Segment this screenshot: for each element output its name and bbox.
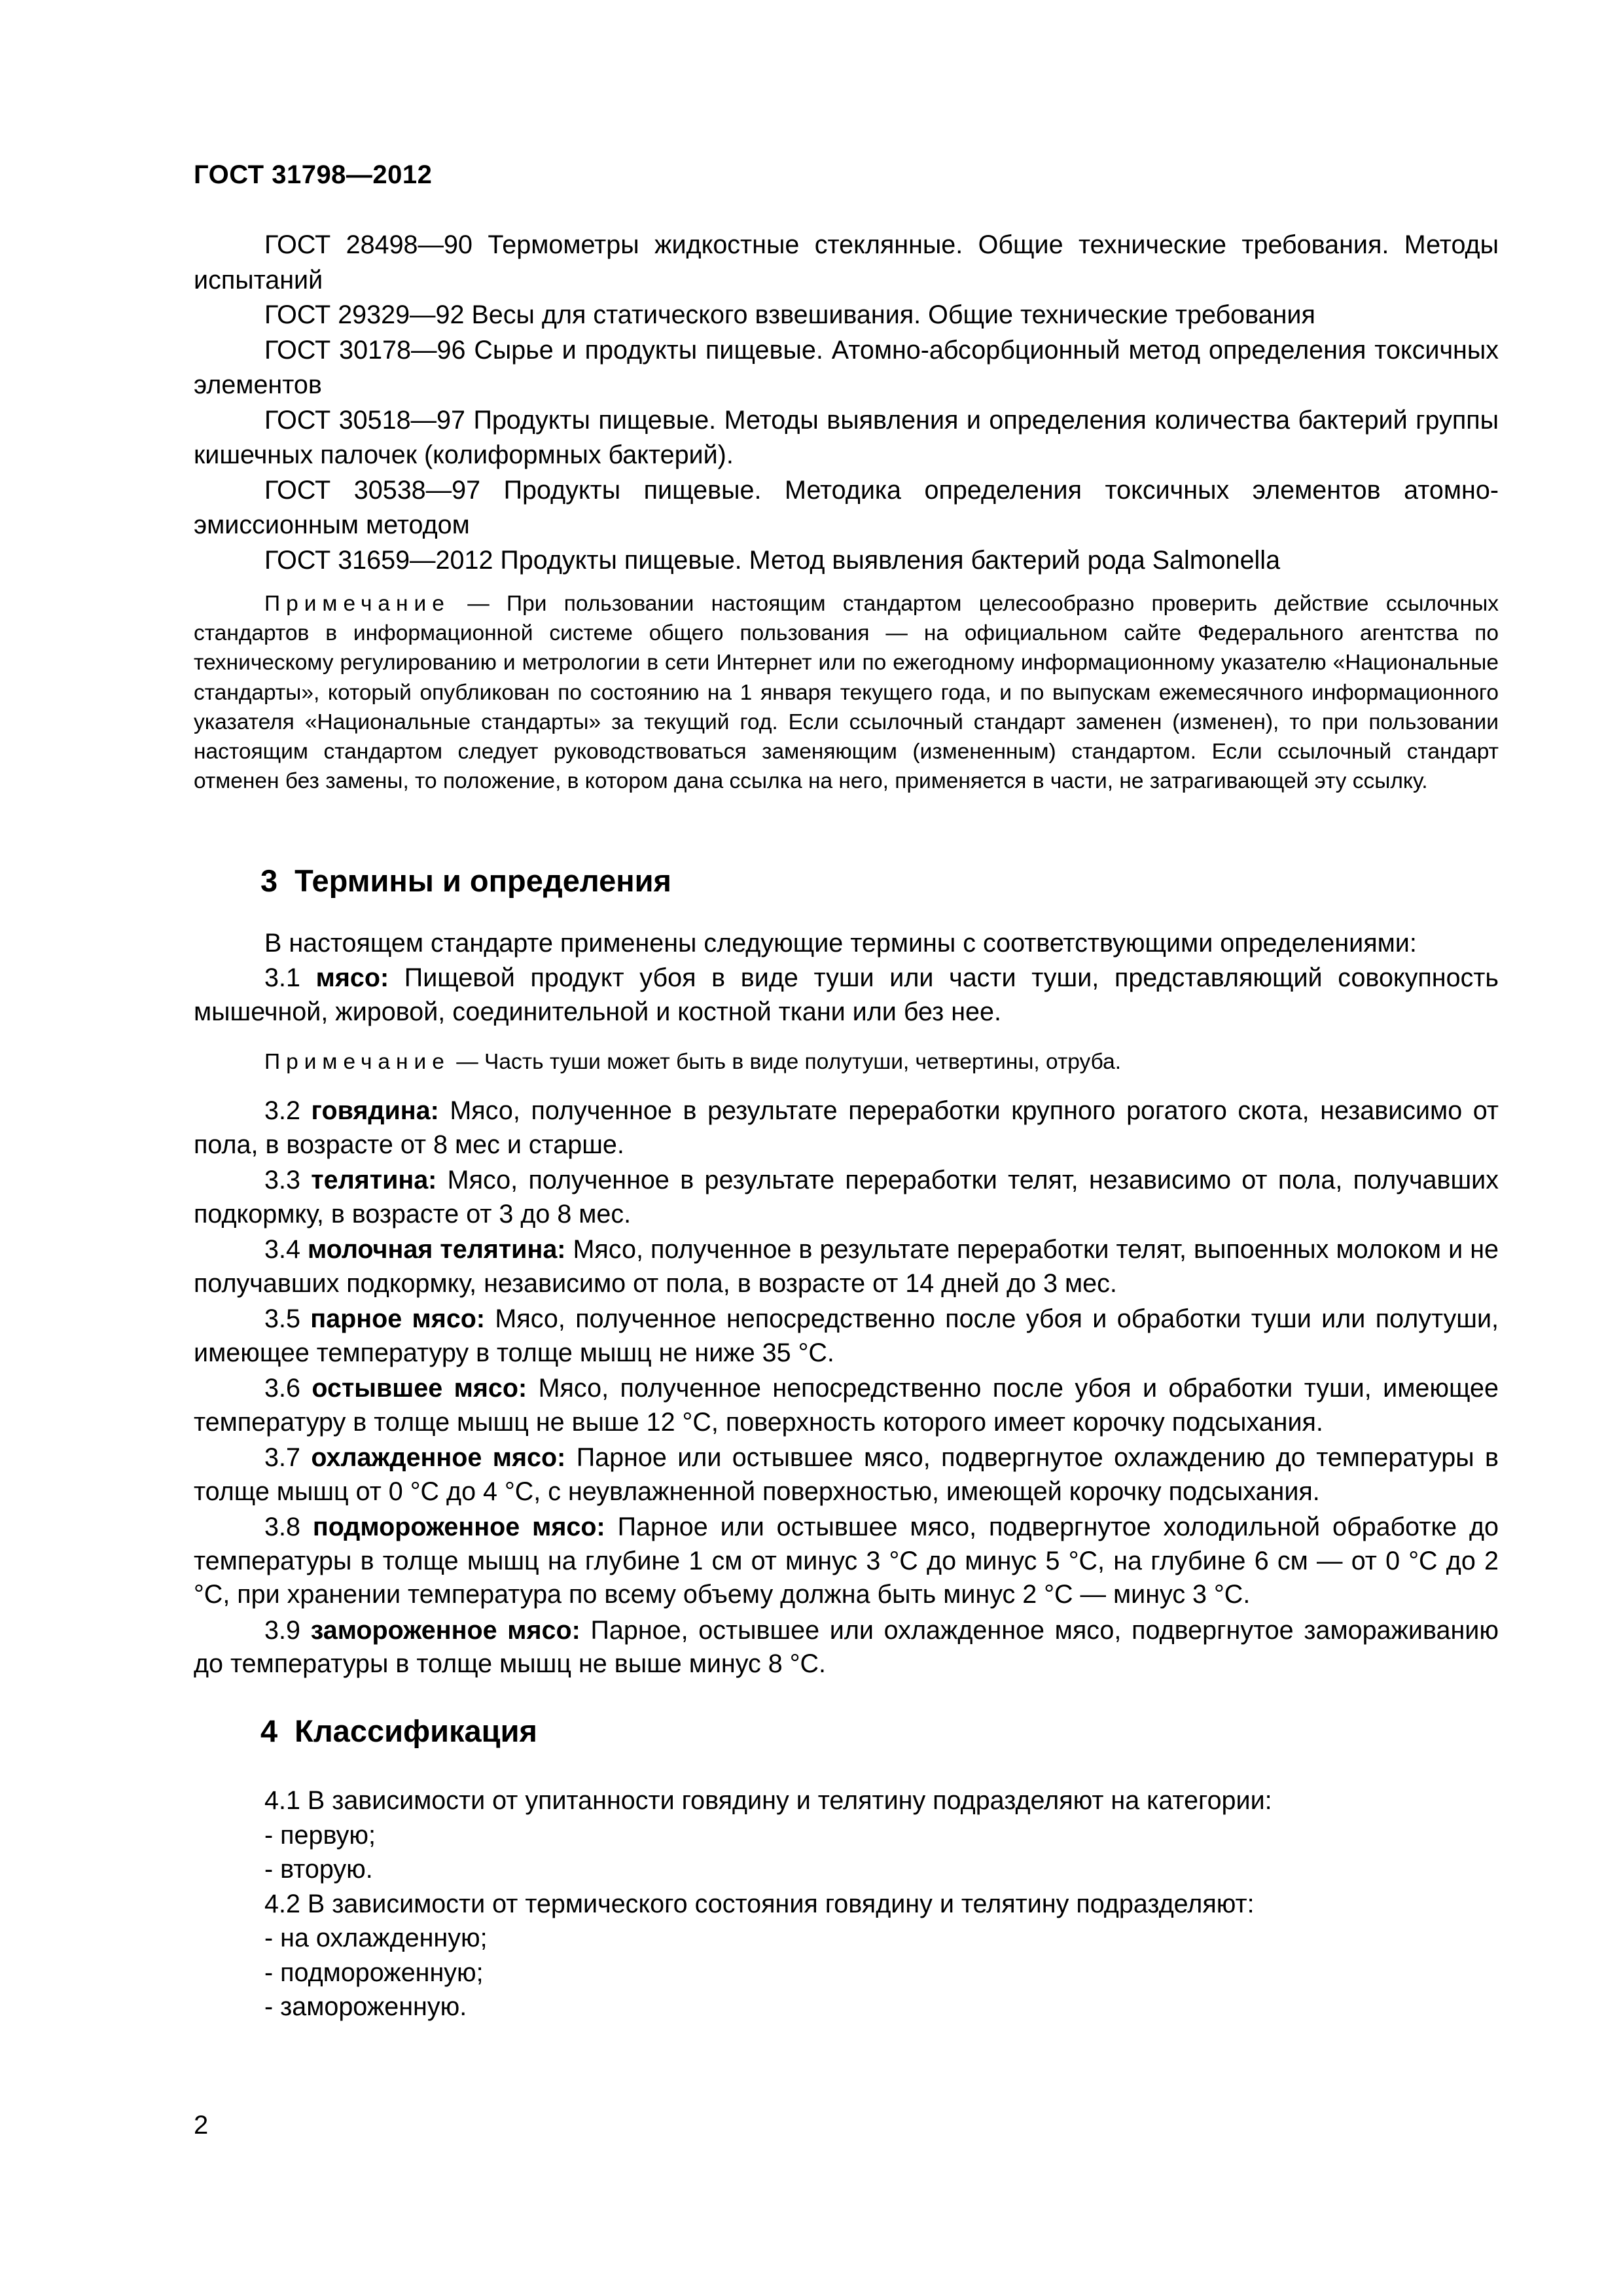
section-number: 4	[260, 1713, 278, 1748]
reference-item: ГОСТ 30178—96 Сырье и продукты пищевые. Атомно-абсорбционный метод определения токсичных элементов	[194, 335, 1499, 399]
section-title: Классификация	[294, 1713, 537, 1748]
term-name: молочная телятина:	[307, 1235, 566, 1264]
term-number: 3.6	[264, 1374, 312, 1403]
references-note	[194, 589, 1499, 796]
note-paragraph	[194, 589, 1499, 796]
reference-item: ГОСТ 29329—92 Весы для статического взвешивания. Общие технические требования	[264, 300, 1315, 329]
term-name: мясо:	[315, 963, 389, 992]
section-title: Термины и определения	[294, 863, 671, 898]
term-number: 3.2	[264, 1096, 312, 1125]
term-paragraph	[194, 1511, 1499, 1612]
section-3-terms	[194, 1094, 1499, 1683]
term-definition: Мясо, полученное в результате переработки телят, независимо от пола, получавших подкормку, в возрасте от 3 до 8 мес.	[194, 1166, 1499, 1229]
term-definition: Пищевой продукт убоя в виде туши или части туши, представляющий совокупность мышечной, жировой, соединительной и костной ткани или без нее.	[194, 963, 1499, 1026]
note-label: Примечание	[264, 1050, 450, 1074]
clause-paragraph: 4.1 В зависимости от упитанности говядину и телятину подразделяют на категории:	[264, 1786, 1272, 1815]
term-definition: Парное или остывшее мясо, подвергнутое холодильной обработке до температуры в толще мышц на глубине 1 см от минус 3 °С до минус 5 °С, на глубине 6 см — от 0 °С до 2 °С, при хранении температура по всему объему должна быть минус 2 °С — минус 3 °С.	[194, 1513, 1499, 1609]
section-number: 3	[260, 863, 278, 898]
page-number: 2	[194, 2111, 209, 2140]
list-item: - первую;	[264, 1820, 376, 1850]
list-item: - подмороженную;	[264, 1958, 484, 1987]
section-4-heading	[260, 1713, 537, 1749]
term-number: 3.3	[264, 1166, 312, 1194]
term-name: подмороженное мясо:	[312, 1513, 605, 1541]
term-number: 3.8	[264, 1513, 313, 1541]
term-name: парное мясо:	[310, 1304, 486, 1333]
term-number: 3.1	[264, 963, 316, 992]
reference-item: ГОСТ 31659—2012 Продукты пищевые. Метод выявления бактерий рода Salmonella	[264, 545, 1281, 575]
document-header: ГОСТ 31798—2012	[194, 160, 433, 189]
term-paragraph	[194, 1441, 1499, 1509]
note-label: Примечание	[264, 592, 450, 616]
term-name: говядина:	[311, 1096, 439, 1125]
intro-paragraph: В настоящем стандарте применены следующие термины с соответствующими определениями:	[264, 929, 1417, 958]
term-name: остывшее мясо:	[312, 1374, 527, 1403]
clause-paragraph: 4.2 В зависимости от термического состояния говядину и телятину подразделяют:	[264, 1889, 1255, 1918]
section-4-body	[194, 1784, 1499, 2024]
term-paragraph	[194, 1302, 1499, 1370]
term-paragraph	[194, 1372, 1499, 1439]
list-item: - на охлажденную;	[264, 1924, 488, 1952]
reference-item: ГОСТ 28498—90 Термометры жидкостные стеклянные. Общие технические требования. Методы испытаний	[194, 230, 1499, 295]
list-item: - замороженную.	[264, 1992, 467, 2021]
term-paragraph	[194, 1233, 1499, 1300]
term-definition: Мясо, полученное непосредственно после убоя и обработки туши, имеющее температуру в толще мышц не выше 12 °С, поверхность которого имеет корочку подсыхания.	[194, 1374, 1499, 1437]
reference-item: ГОСТ 30518—97 Продукты пищевые. Методы выявления и определения количества бактерий группы кишечных палочек (колиформных бактерий).	[194, 405, 1499, 469]
term-paragraph	[194, 1164, 1499, 1231]
term-name: телятина:	[311, 1166, 437, 1194]
term-number: 3.5	[264, 1304, 311, 1333]
term-name: замороженное мясо:	[310, 1615, 580, 1645]
section-3-heading	[260, 863, 671, 899]
reference-item: ГОСТ 30538—97 Продукты пищевые. Методика определения токсичных элементов атомно-эмиссионным методом	[194, 475, 1499, 539]
term-paragraph	[194, 961, 1499, 1030]
term-name: охлажденное мясо:	[311, 1443, 566, 1472]
term-note	[264, 1047, 1121, 1077]
note-text: — Часть туши может быть в виде полутуши, четвертины, отруба.	[450, 1050, 1122, 1074]
term-definition: Парное или остывшее мясо, подвергнутое охлаждению до температуры в толще мышц от 0 °С до 4 °С, с неувлажненной поверхностью, имеющей корочку подсыхания.	[194, 1443, 1499, 1506]
note-text: — При пользовании настоящим стандартом целесообразно проверить действие ссылочных стандартов в информационной системе общего пользования — на официальном сайте Федерального агентства по техническому регулированию и метрологии в сети Интернет или по ежегодному информационному указателю «Национальные стандарты», который опубликован по состоянию на 1 января текущего года, и по выпускам ежемесячного информационного указателя «Национальные стандарты» за текущий год. Если ссылочный стандарт заменен (изменен), то при пользовании настоящим стандартом следует руководствоваться заменяющим (измененным) стандартом. Если ссылочный стандарт отменен без замены, то положение, в котором дана ссылка на него, применяется в части, не затрагивающей эту ссылку.	[194, 592, 1499, 794]
term-number: 3.9	[264, 1615, 311, 1645]
normative-references	[194, 228, 1499, 578]
term-paragraph	[194, 1614, 1499, 1681]
term-definition: Мясо, полученное в результате переработки телят, выпоенных молоком и не получавших подкормку, независимо от пола, в возрасте от 14 дней до 3 мес.	[194, 1235, 1499, 1298]
term-number: 3.4	[264, 1235, 308, 1264]
list-item: - вторую.	[264, 1855, 373, 1884]
term-definition: Парное, остывшее или охлажденное мясо, подвергнутое замораживанию до температуры в толще мышц не выше минус 8 °С.	[194, 1615, 1499, 1678]
term-number: 3.7	[264, 1443, 312, 1472]
section-3-intro	[194, 926, 1499, 1030]
term-definition: Мясо, полученное непосредственно после убоя и обработки туши или полутуши, имеющее температуру в толще мышц не ниже 35 °С.	[194, 1304, 1499, 1367]
term-paragraph	[194, 1094, 1499, 1162]
term-definition: Мясо, полученное в результате переработки крупного рогатого скота, независимо от пола, в возрасте от 8 мес и старше.	[194, 1096, 1499, 1159]
